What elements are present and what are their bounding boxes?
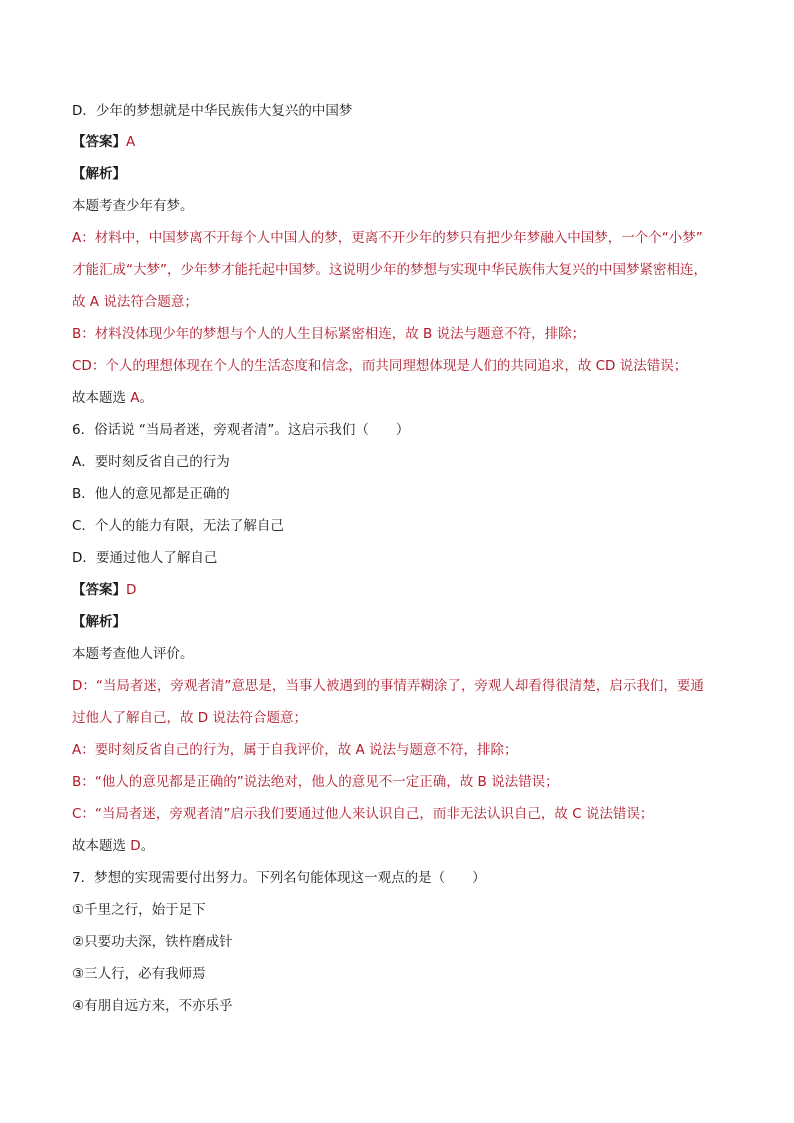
q5-analysis-a-line1: A：材料中，中国梦离不开每个人中国人的梦，更离不开少年的梦只有把少年梦融入中国梦，一个个“小梦” [72, 230, 703, 246]
q6-answer [72, 580, 732, 600]
q5-answer [72, 132, 732, 152]
q5-option-d: D．少年的梦想就是中华民族伟大复兴的中国梦 [72, 103, 353, 119]
conclusion-value: D [130, 838, 141, 854]
q5-analysis-heading: 【解析】 [72, 166, 126, 182]
conclusion-suffix: 。 [139, 390, 154, 406]
q6-analysis-d-line2: 过他人了解自己，故 D 说法符合题意； [72, 710, 307, 726]
q6-option-b: B．他人的意见都是正确的 [72, 486, 230, 502]
conclusion-prefix: 故本题选 [72, 390, 131, 406]
conclusion-prefix: 故本题选 [72, 838, 131, 854]
q7-item-4: ④有朋自远方来，不亦乐乎 [72, 998, 233, 1014]
q5-analysis-a-line3: 故 A 说法符合题意； [72, 294, 198, 310]
q6-analysis-d-line1: D：“当局者迷，旁观者清”意思是，当事人被遇到的事情弄糊涂了，旁观人却看得很清楚，启示我们，要通 [72, 678, 704, 694]
conclusion-suffix: 。 [140, 838, 155, 854]
q5-analysis-topic: 本题考查少年有梦。 [72, 198, 194, 214]
answer-value: A [126, 134, 136, 150]
q7-item-3: ③三人行，必有我师焉 [72, 966, 206, 982]
answer-value: D [126, 582, 137, 598]
q6-option-c: C．个人的能力有限，无法了解自己 [72, 518, 284, 534]
q6-stem: 6．俗话说 “当局者迷，旁观者清”。这启示我们（ ） [72, 422, 410, 438]
q6-analysis-a: A：要时刻反省自己的行为，属于自我评价，故 A 说法与题意不符，排除； [72, 742, 518, 758]
q7-item-1: ①千里之行，始于足下 [72, 902, 206, 918]
q6-analysis-c: C：“当局者迷，旁观者清”启示我们要通过他人来认识自己，而非无法认识自己，故 C 说法错误； [72, 806, 654, 822]
q6-analysis-topic: 本题考查他人评价。 [72, 646, 194, 662]
q6-analysis-heading: 【解析】 [72, 614, 126, 630]
q6-conclusion [72, 836, 732, 856]
q6-analysis-b: B：“他人的意见都是正确的”说法绝对，他人的意见不一定正确，故 B 说法错误； [72, 774, 559, 790]
q6-option-d: D．要通过他人了解自己 [72, 550, 218, 566]
q5-analysis-b: B：材料没体现少年的梦想与个人的人生目标紧密相连，故 B 说法与题意不符，排除； [72, 326, 586, 342]
q7-item-2: ②只要功夫深，铁杵磨成针 [72, 934, 233, 950]
answer-label: 【答案】 [72, 134, 126, 150]
conclusion-value: A [130, 390, 140, 406]
q5-analysis-a-line2: 才能汇成“大梦”，少年梦才能托起中国梦。这说明少年的梦想与实现中华民族伟大复兴的中国梦紧密相连， [72, 262, 707, 278]
q5-conclusion [72, 388, 732, 408]
q7-stem: 7．梦想的实现需要付出努力。下列名句能体现这一观点的是（ ） [72, 870, 486, 886]
q5-analysis-cd: CD：个人的理想体现在个人的生活态度和信念，而共同理想体现是人们的共同追求，故 CD 说法错误； [72, 358, 688, 374]
answer-label: 【答案】 [72, 582, 126, 598]
q6-option-a: A．要时刻反省自己的行为 [72, 454, 230, 470]
